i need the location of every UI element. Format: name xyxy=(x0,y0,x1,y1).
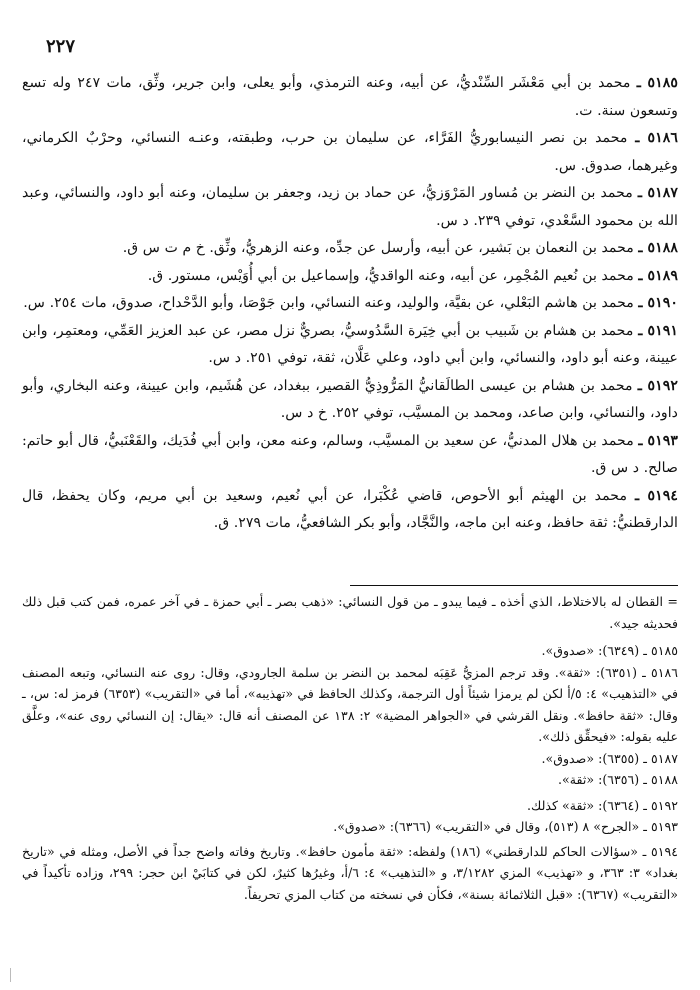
footnote-number: ٥١٩٣ ـ xyxy=(643,819,678,834)
entry-text: محمد بن هشام بن عيسى الطالَقانيُّ المَرُّوذِيُّ القصير، ببغداد، عن هُشَيم، وابن عيينة، وعنه البخاري، وأبو داود، والنسائي، وابن صاعد، ومحمد بن المسيَّب، توفي ٢٥٢. خ د س. xyxy=(22,377,678,421)
entry-5189 xyxy=(22,263,678,291)
entry-5193 xyxy=(22,428,678,483)
footnote-text: «الجرح» ٨ (٥١٣)، وقال في «التقريب» (٦٣٦٦): «صدوق». xyxy=(333,819,640,834)
footnote-text: (٦٣٦٤): «ثقة» كذلك. xyxy=(526,797,640,813)
page-number: ٢٢٧ xyxy=(46,36,76,57)
entry-5192 xyxy=(22,373,678,428)
footnote-5192 xyxy=(22,795,678,817)
entry-5187 xyxy=(22,180,678,235)
footnote-text: (٦٣٥٦): «ثقة». xyxy=(558,772,640,787)
footnote-5186 xyxy=(22,662,678,748)
entry-text: محمد بن الهيثم أبو الأحوص، قاضي عُكْبَرا، عن أبي نُعيم، وسعيد بن أبي مريم، وكان يحفظ، قال الدارقطنيُّ: ثقة حافظ، وعنه ابن ماجه، والنَّجَّاد، وأبو بكر الشافعيُّ، مات ٢٧٩. ق. xyxy=(22,487,678,531)
entry-text: محمد بن نُعيم المُجْمِر، عن أبيه، وعنه الواقديُّ، وإسماعيل بن أبي أُوَيْس، مستور. ق. xyxy=(147,267,634,284)
entry-number: ٥١٨٥ ـ xyxy=(636,75,678,91)
footnote-5185 xyxy=(22,640,678,662)
entry-text: محمد بن هلال المدنيُّ، عن سعيد بن المسيَّب، وسالم، وعنه معن، وابن أبي فُدَيك، والقَعْنَبيُّ، قال أبو حاتم: صالح. د س ق. xyxy=(22,432,678,476)
footnote-separator xyxy=(350,585,678,586)
biographical-entries xyxy=(22,70,678,538)
entry-5186 xyxy=(22,125,678,180)
footnotes xyxy=(22,591,678,905)
footnote-5193 xyxy=(22,816,678,838)
entry-text: محمد بن أبي مَعْشَر السِّنْديُّ، عن أبيه، وعنه الترمذي، وأبو يعلى، وابن جرير، وثِّق، مات ٢٤٧ وله تسع وتسعون سنة. ت. xyxy=(22,75,678,119)
book-page xyxy=(22,0,678,990)
entry-number: ٥١٩٣ ـ xyxy=(638,432,678,449)
margin-mark xyxy=(10,968,11,982)
entry-number: ٥١٨٧ ـ xyxy=(637,185,678,201)
footnote-text: (٦٣٥١): «ثقة». وقد ترجم المزيُّ عَقِبَه لمحمد بن النضر بن سلمة الجارودي، وقال: روى عنه النسائي، وتبعه المصنف في «التذهيب» ٤: ٥/أ لكن لم يرمزا شيئاً أول الترجمة، وكذلك الحافظ في «تهذيبه»، أما في «التقريب» (٦٣٥٣) فرمز له: س، ـ وقال: «ثقة حافظ». ونقل القرشي في «الجواهر المضية» ٢: ١٣٨ عن المصنف أنه قال: «يقال: إن النسائي روى عنه»، وعلَّق عليه بقوله: «فيحقِّق ذلك». xyxy=(22,664,678,744)
entry-number: ٥١٨٦ ـ xyxy=(635,130,678,146)
entry-5191 xyxy=(22,318,678,373)
footnote-5194 xyxy=(22,841,678,906)
entry-number: ٥١٨٩ ـ xyxy=(638,267,678,284)
footnote-number: ٥١٨٥ ـ xyxy=(643,643,678,658)
footnote-text: (٦٣٥٥): «صدوق». xyxy=(541,750,640,766)
footnote-continued xyxy=(22,591,678,634)
footnote-number: ٥١٨٧ ـ xyxy=(643,750,678,766)
footnote-number: ٥١٨٦ ـ xyxy=(642,664,678,680)
entry-5185 xyxy=(22,70,678,125)
entry-number: ٥١٩٢ ـ xyxy=(637,377,678,394)
footnote-text: (٦٣٤٩): «صدوق». xyxy=(541,643,640,658)
footnote-text: «سؤالات الحاكم للدارقطني» (١٨٦) ولفظه: «ثقة مأمون حافظ». وتاريخ وفاته واضح جداً في الأصل، ومثله في «تاريخ بغداد» ٣: ٣٦٣، و «تهذيب» المزي ٣/١٢٨٢، و «التذهيب» ٤: ٦/أ، وغيرُها كثيرٌ، لكن في كتابَيْ ابن حجر: ٢٩٩، وزاده تأكيداً في «التقريب» (٦٣٦٧): «قبل الثلاثمائة بسنة»، فكأن في نسخته من كتاب المزي تحريفاً. xyxy=(22,843,678,902)
entry-5188 xyxy=(22,235,678,263)
footnote-marker: = xyxy=(667,594,678,609)
entry-5194 xyxy=(22,483,678,538)
footnote-text: القطان له بالاختلاط، الذي أخذه ـ فيما يبدو ـ من قول النسائي: «ذهب بصر ـ أبي حمزة ـ في آخر عمره، فمن كتب قبل ذلك فحديثه جيد». xyxy=(22,594,678,631)
footnote-number: ٥١٩٤ ـ xyxy=(642,843,678,859)
footnote-number: ٥١٩٢ ـ xyxy=(643,797,678,813)
entry-text: محمد بن هشام بن شَبيب بن أبي خِيَرة السَّدُوسيُّ، بصريٌّ نزل مصر، عن عبد العزيز العَمِّي، ومعتمِر، وابن عيينة، وعنه أبو داود، والنسائي، وابن أبي داود، وعلي عَلَّان، ثقة، توفي ٢٥١. د س. xyxy=(22,322,678,366)
entry-text: محمد بن النعمان بن بَشير، عن أبيه، وأرسل عن جدِّه، وعنه الزهريُّ، وثِّق. خ م ت س ق. xyxy=(122,240,634,256)
footnote-number: ٥١٨٨ ـ xyxy=(643,772,678,787)
entry-text: محمد بن نصر النيسابوريُّ الفَرَّاء، عن سليمان بن حرب، وطبقته، وعنـه النسائي، وحرْبٌ الكرماني، وغيرهما، صدوق. س. xyxy=(22,130,678,174)
footnote-5187 xyxy=(22,748,678,770)
entry-5190 xyxy=(22,290,678,318)
entry-text: محمد بن هاشم البَعْلي، عن بقيَّة، والوليد، وعنه النسائي، وابن جَوْصَا، وأبو الدَّحْداح، صدوق، مات ٢٥٤. س. xyxy=(23,295,634,311)
entry-number: ٥١٩١ ـ xyxy=(638,322,678,339)
footnote-5188 xyxy=(22,769,678,791)
entry-number: ٥١٨٨ ـ xyxy=(638,240,678,256)
entry-text: محمد بن النضر بن مُساور المَرْوَزيُّ، عن حماد بن زيد، وجعفر بن سليمان، وعنه أبو داود، والنسائي، وعبد الله بن محمود السَّعْدي، توفي ٢٣٩. د س. xyxy=(22,185,678,229)
entry-number: ٥١٩٤ ـ xyxy=(635,487,679,504)
entry-number: ٥١٩٠ ـ xyxy=(638,295,678,311)
